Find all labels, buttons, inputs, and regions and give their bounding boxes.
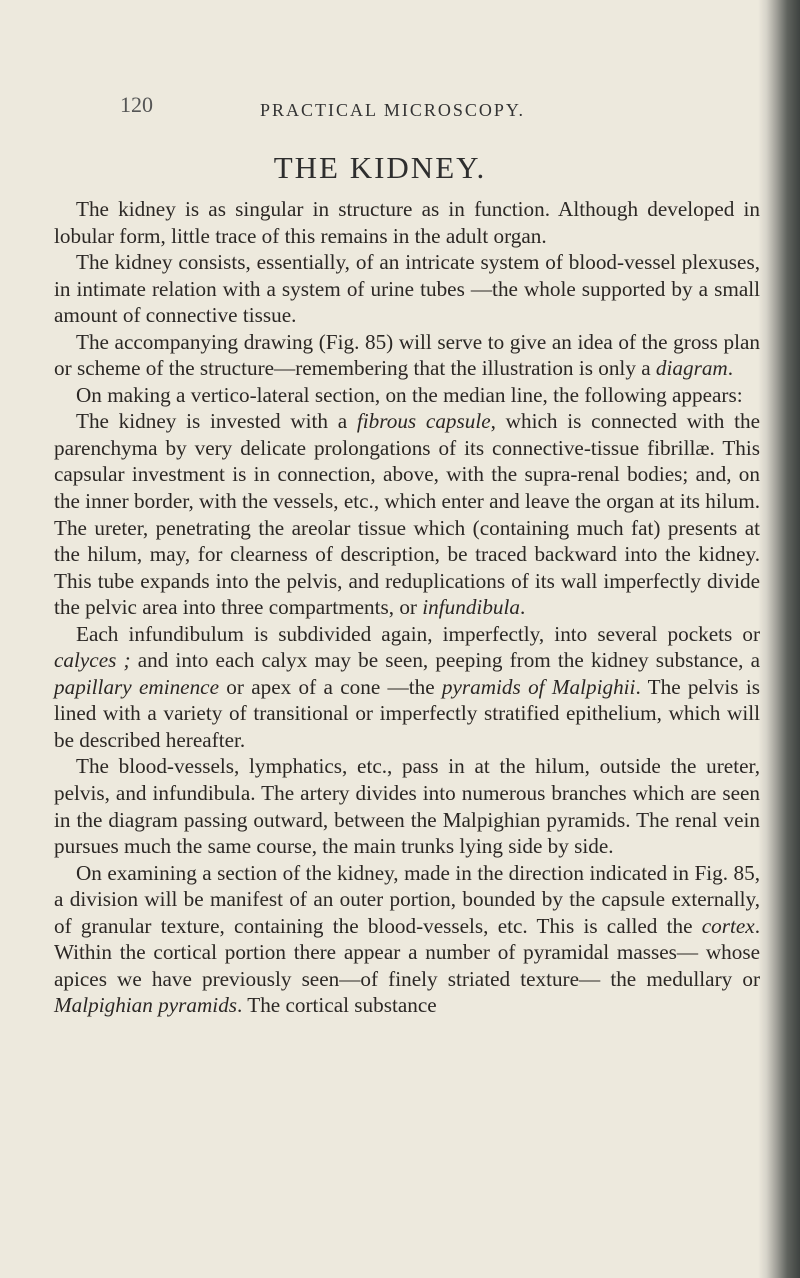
italic-term: fibrous capsule	[356, 409, 491, 434]
paragraph-text: The kidney consists, essentially, of an intricate system of blood-vessel plexuses, in intimate relation with a system of urine tubes —the whole supported by a small amount of connective tissue.	[54, 250, 760, 328]
paragraph-7	[54, 753, 760, 859]
paragraph-text: , which is connected with the parenchyma by very delicate prolongations of its connective-tissue fibrillæ. This capsular investment is in connection, above, with the supra-renal bodies; and, on the inner border, with the vessels, etc., which enter and leave the organ at its hilum. The ureter, penetrating the areolar tissue which (containing much fat) presents at the hilum, may, for clearness of description, be traced backward into the kidney. This tube expands into the pelvis, and reduplications of its wall imperfectly divide the pelvic area into three compartments, or	[54, 409, 761, 620]
paragraph-text: The kidney is as singular in structure as in function. Although developed in lobular form, little trace of this remains in the adult organ.	[54, 197, 760, 248]
italic-term: calyces ;	[54, 648, 131, 673]
paragraph-4	[54, 382, 760, 409]
italic-term: Malpighian pyramids	[54, 993, 238, 1018]
paragraph-8	[54, 860, 760, 1019]
paragraph-text: On examining a section of the kidney, made in the direction indicated in Fig. 85, a division will be manifest of an outer portion, bounded by the capsule externally, of granular texture, containing the blood-vessels, etc. This is called the	[54, 860, 760, 938]
paragraph-text: On making a vertico-lateral section, on the median line, the following appears:	[76, 382, 743, 407]
italic-term: infundibula	[422, 595, 520, 620]
chapter-title: THE KIDNEY.	[273, 150, 487, 185]
running-title: PRACTICAL MICROSCOPY.	[260, 100, 526, 120]
italic-term: pyramids of Malpighii	[441, 674, 636, 699]
paragraph-text: The kidney is invested with a	[76, 409, 357, 434]
paragraph-text: .	[519, 595, 526, 620]
paragraph-text: . Within the cortical portion there appear a number of pyramidal masses— whose apices we have previously seen—of finely striated texture— the medullary or	[54, 913, 760, 991]
paragraph-5	[54, 408, 760, 620]
paragraph-text: .	[727, 356, 734, 381]
page-number: 120	[120, 92, 153, 117]
italic-term: papillary eminence	[54, 674, 219, 699]
italic-term: diagram	[655, 356, 728, 381]
paragraph-text: or apex of a cone —the	[218, 674, 442, 699]
paragraph-3	[54, 329, 760, 382]
paragraph-1	[54, 196, 760, 249]
paragraph-text: and into each calyx may be seen, peeping from the kidney substance, a	[130, 648, 760, 673]
paragraph-text: . The cortical substance	[237, 993, 437, 1018]
paragraph-text: . The pelvis is lined with a variety of transitional or imperfectly stratified epithelium, which will be described hereafter.	[54, 674, 760, 752]
paragraph-text: Each infundibulum is subdivided again, imperfectly, into several pockets or	[76, 621, 760, 646]
body-text	[54, 196, 760, 1019]
italic-term: cortex	[701, 913, 755, 938]
paragraph-text: The blood-vessels, lymphatics, etc., pass in at the hilum, outside the ureter, pelvis, and infundibula. The artery divides into numerous branches which are seen in the diagram passing outward, between the Malpighian pyramids. The renal vein pursues much the same course, the main trunks lying side by side.	[54, 754, 760, 859]
book-spine-shadow	[758, 0, 800, 1278]
running-head	[120, 92, 760, 122]
paragraph-text: The accompanying drawing (Fig. 85) will serve to give an idea of the gross plan or scheme of the structure—remembering that the illustration is only a	[54, 329, 760, 381]
paragraph-6	[54, 621, 760, 754]
paragraph-2	[54, 249, 760, 329]
